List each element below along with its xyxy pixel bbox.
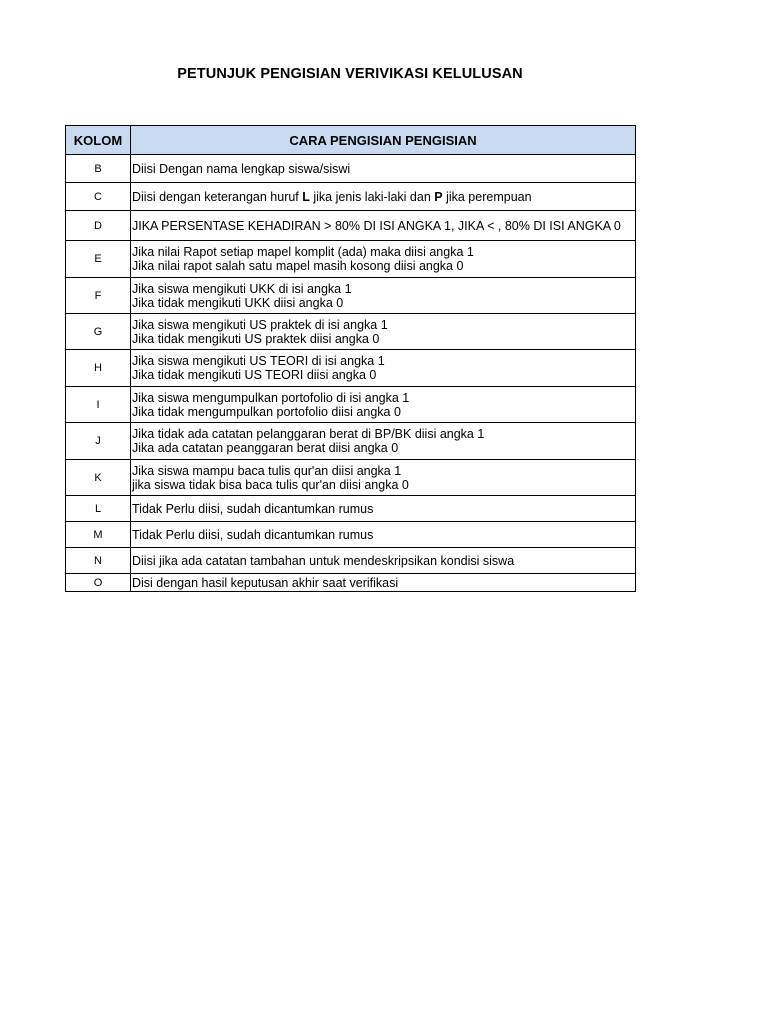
instruction-cell [131,278,636,314]
kolom-cell: J [66,423,131,460]
instruction-cell [131,460,636,496]
kolom-cell: F [66,278,131,314]
table-row [66,460,636,496]
instruction-cell [131,241,636,278]
instruction-line: Jika siswa mengumpulkan portofolio di isi angka 1 [132,390,410,405]
instruction-line: jika siswa tidak bisa baca tulis qur'an diisi angka 0 [132,477,409,492]
instruction-line: Jika tidak mengikuti UKK diisi angka 0 [132,295,344,310]
instruction-line: Diisi Dengan nama lengkap siswa/siswi [132,161,351,176]
kolom-cell: I [66,387,131,423]
instruction-line: Jika nilai Rapot setiap mapel komplit (ada) maka diisi angka 1 [132,245,474,259]
kolom-cell: M [66,522,131,548]
instruction-cell [131,496,636,522]
table-body [66,155,636,592]
instruction-cell [131,183,636,211]
instruction-line: Jika ada catatan peanggaran berat diisi angka 0 [132,441,399,455]
instruction-cell [131,387,636,423]
instruction-line: JIKA PERSENTASE KEHADIRAN > 80% DI ISI ANGKA 1, JIKA < , 80% DI ISI ANGKA 0 [132,218,621,233]
kolom-cell: O [66,574,131,592]
instruction-cell [131,155,636,183]
instruction-line: Jika tidak mengumpulkan portofolio diisi angka 0 [132,404,401,419]
instruction-line: Diisi jika ada catatan tambahan untuk mendeskripsikan kondisi siswa [132,553,515,568]
instruction-cell [131,211,636,241]
instruction-line: Diisi dengan keterangan huruf L jika jenis laki-laki dan P jika perempuan [132,189,532,204]
instruction-cell [131,423,636,460]
table-row [66,211,636,241]
instruction-line: Disi dengan hasil keputusan akhir saat verifikasi [132,575,399,590]
table-row [66,278,636,314]
kolom-cell: C [66,183,131,211]
instruction-line: Jika siswa mengikuti US TEORI di isi angka 1 [132,354,385,368]
kolom-cell: K [66,460,131,496]
table-row [66,548,636,574]
instruction-table [65,125,636,592]
instruction-cell [131,350,636,387]
table-row [66,350,636,387]
instruction-line: Tidak Perlu diisi, sudah dicantumkan rumus [132,501,374,516]
table-row [66,522,636,548]
instruction-line: Jika nilai rapot salah satu mapel masih kosong diisi angka 0 [132,259,464,273]
instruction-line: Jika siswa mengikuti UKK di isi angka 1 [132,281,352,296]
instruction-cell [131,574,636,592]
page-title: PETUNJUK PENGISIAN VERIVIKASI KELULUSAN [177,66,523,82]
table-row [66,183,636,211]
header-kolom: KOLOM [66,126,131,155]
instruction-cell [131,548,636,574]
instruction-line: Jika tidak ada catatan pelanggaran berat di BP/BK diisi angka 1 [132,427,485,441]
table-row [66,387,636,423]
table-row [66,155,636,183]
table-row [66,496,636,522]
bold-letter: P [434,189,443,204]
kolom-cell: E [66,241,131,278]
instruction-line: Jika tidak mengikuti US TEORI diisi angka 0 [132,368,377,382]
kolom-cell: G [66,314,131,350]
kolom-cell: D [66,211,131,241]
bold-letter: L [302,189,310,204]
instruction-cell [131,314,636,350]
instruction-line: Jika siswa mampu baca tulis qur'an diisi angka 1 [132,463,402,478]
instruction-line: Jika tidak mengikuti US praktek diisi angka 0 [132,331,380,346]
table-row [66,314,636,350]
table-row [66,423,636,460]
table-row [66,241,636,278]
instruction-line: Tidak Perlu diisi, sudah dicantumkan rumus [132,527,374,542]
table-row [66,574,636,592]
instruction-cell [131,522,636,548]
kolom-cell: B [66,155,131,183]
instruction-line: Jika siswa mengikuti US praktek di isi angka 1 [132,317,388,332]
header-cara-pengisian: CARA PENGISIAN PENGISIAN [131,126,636,155]
kolom-cell: L [66,496,131,522]
kolom-cell: H [66,350,131,387]
table-header-row [66,126,636,155]
kolom-cell: N [66,548,131,574]
